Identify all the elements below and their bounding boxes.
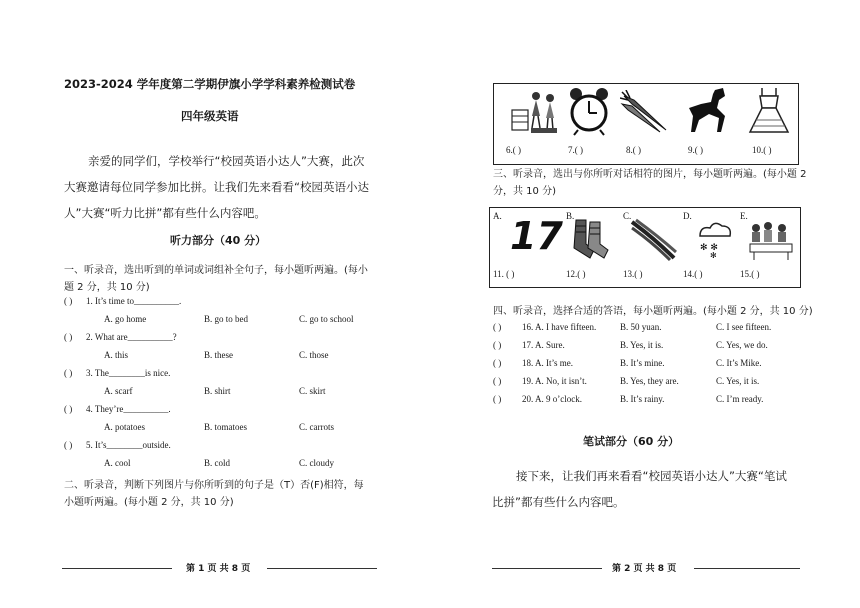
match-answer-11[interactable]: 11. ( ) (493, 269, 515, 279)
option-b: B. 50 yuan. (620, 322, 662, 332)
listening-section-title: 听力部分（40 分） (170, 234, 267, 247)
option-c: C. carrots (299, 422, 334, 432)
question-stem: 4. They’re__________. (86, 404, 171, 414)
number-seventeen-picture: 17 (510, 214, 563, 258)
option-b: B. Yes, they are. (620, 376, 679, 386)
part2-instruction-2: 小题听两遍。(每小题 2 分，共 10 分) (64, 497, 234, 508)
match-answer-15[interactable]: 15.( ) (740, 269, 760, 279)
answer-paren[interactable]: ( ) (493, 322, 502, 332)
answer-paren[interactable]: ( ) (493, 340, 502, 350)
footer-rule-left (492, 568, 602, 569)
writing-intro-line-1: 接下来，让我们再来看看“校园英语小达人”大赛“笔试 (516, 469, 787, 483)
option-c: C. It’s Mike. (716, 358, 762, 368)
footer-rule-right (267, 568, 377, 569)
option-a: A. this (104, 350, 129, 360)
part1-instruction-1: 一、听录音，选出听到的单词或词组补全句子，每小题听两遍。(每小 (64, 265, 368, 276)
option-c: C. Yes, we do. (716, 340, 768, 350)
picture-label-c: C. (623, 211, 632, 221)
option-a: 19. A. No, it isn’t. (522, 376, 587, 386)
option-b: B. Yes, it is. (620, 340, 664, 350)
tf-answer-10[interactable]: 10.( ) (752, 145, 772, 155)
match-answer-12[interactable]: 12.( ) (566, 269, 586, 279)
option-a: 20. A. 9 o’clock. (522, 394, 582, 404)
page-number: 第 1 页 共 8 页 (186, 564, 251, 574)
intro-line-1: 亲爱的同学们，学校举行“校园英语小达人”大赛，此次 (88, 154, 365, 168)
part4-instruction: 四、听录音，选择合适的答语，每小题听两遍。(每小题 2 分，共 10 分) (493, 306, 813, 317)
option-b: B. It’s mine. (620, 358, 665, 368)
answer-paren[interactable]: ( ) (64, 332, 73, 342)
option-c: C. Yes, it is. (716, 376, 760, 386)
picture-label-e: E. (740, 211, 748, 221)
option-c: C. I’m ready. (716, 394, 764, 404)
page-number: 第 2 页 共 8 页 (612, 564, 677, 574)
svg-text:✻: ✻ (710, 251, 717, 258)
answer-paren[interactable]: ( ) (64, 368, 73, 378)
picture-label-a: A. (493, 211, 502, 221)
answer-paren[interactable]: ( ) (493, 394, 502, 404)
option-a: A. potatoes (104, 422, 145, 432)
option-b: B. It’s rainy. (620, 394, 665, 404)
part1-instruction-2: 题 2 分，共 10 分) (64, 282, 150, 293)
carrots-icon (620, 90, 670, 134)
part2-instruction-1: 二、听录音，判断下列图片与你所听到的句子是（T）否(F)相符，每 (64, 480, 364, 491)
part3-instruction-1: 三、听录音，选出与你所听对话相符的图片，每小题听两遍。(每小题 2 (493, 169, 807, 180)
question-stem: 2. What are__________? (86, 332, 177, 342)
intro-line-3: 人”大赛“听力比拼”都有些什么内容吧。 (64, 206, 266, 220)
tf-answer-8[interactable]: 8.( ) (626, 145, 641, 155)
exam-page-2 (430, 0, 860, 608)
answer-paren[interactable]: ( ) (64, 440, 73, 450)
exam-subtitle: 四年级英语 (181, 109, 239, 123)
footer-rule-left (62, 568, 172, 569)
tf-answer-9[interactable]: 9.( ) (688, 145, 703, 155)
option-a: 16. A. I have fifteen. (522, 322, 597, 332)
picture-label-b: B. (566, 211, 575, 221)
option-c: C. cloudy (299, 458, 334, 468)
girls-playing-icon (510, 88, 558, 134)
tf-answer-7[interactable]: 7.( ) (568, 145, 583, 155)
tf-answer-6[interactable]: 6.( ) (506, 145, 521, 155)
socks-icon (570, 218, 610, 262)
dress-icon (748, 86, 790, 136)
match-answer-13[interactable]: 13.( ) (623, 269, 643, 279)
horse-icon (685, 86, 731, 136)
option-c: C. I see fifteen. (716, 322, 772, 332)
picture-label-d: D. (683, 211, 692, 221)
green-beans-icon (630, 218, 678, 262)
option-a: A. cool (104, 458, 131, 468)
option-b: B. tomatoes (204, 422, 247, 432)
option-b: B. go to bed (204, 314, 248, 324)
intro-line-2: 大赛邀请每位同学参加比拼。让我们先来看看“校园英语小达 (64, 180, 369, 194)
answer-paren[interactable]: ( ) (64, 404, 73, 414)
option-c: C. go to school (299, 314, 354, 324)
people-at-table-icon (748, 220, 794, 260)
part3-instruction-2: 分，共 10 分) (493, 186, 556, 197)
option-b: B. shirt (204, 386, 231, 396)
answer-paren[interactable]: ( ) (64, 296, 73, 306)
answer-paren[interactable]: ( ) (493, 376, 502, 386)
question-stem: 3. The________is nice. (86, 368, 171, 378)
writing-section-title: 笔试部分（60 分） (583, 435, 680, 448)
option-c: C. those (299, 350, 329, 360)
option-b: B. these (204, 350, 233, 360)
option-c: C. skirt (299, 386, 326, 396)
match-answer-14[interactable]: 14.( ) (683, 269, 703, 279)
svg-text:✻ ✻: ✻ ✻ (700, 243, 718, 253)
alarm-clock-icon (568, 86, 610, 136)
option-a: 17. A. Sure. (522, 340, 565, 350)
snowy-weather-icon (692, 218, 734, 258)
option-b: B. cold (204, 458, 230, 468)
option-a: A. go home (104, 314, 147, 324)
option-a: A. scarf (104, 386, 133, 396)
option-a: 18. A. It’s me. (522, 358, 573, 368)
answer-paren[interactable]: ( ) (493, 358, 502, 368)
exam-title: 2023-2024 学年度第二学期伊旗小学学科素养检测试卷 (64, 77, 356, 91)
question-stem: 1. It’s time to__________. (86, 296, 182, 306)
writing-intro-line-2: 比拼”都有些什么内容吧。 (492, 495, 625, 509)
footer-rule-right (694, 568, 800, 569)
question-stem: 5. It’s________outside. (86, 440, 171, 450)
